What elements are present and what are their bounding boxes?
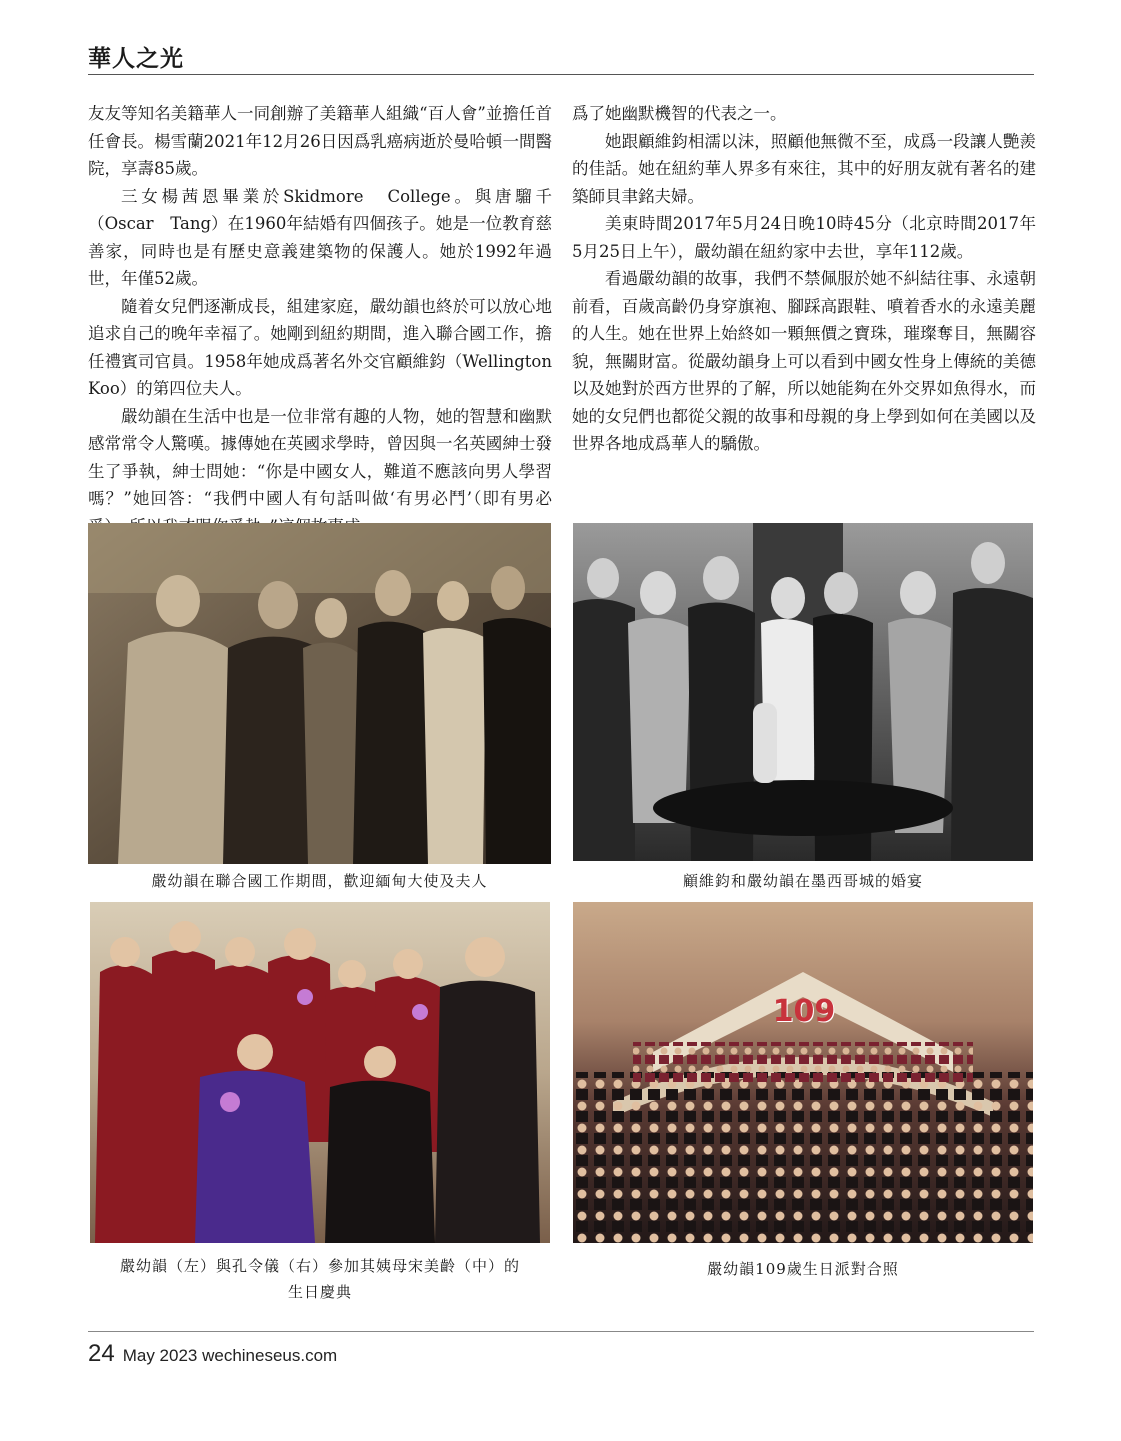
header-divider <box>88 74 1034 75</box>
photo-caption: 嚴幼韻109歲生日派對合照 <box>707 1260 899 1278</box>
page-footer <box>88 1340 337 1368</box>
article-left-column <box>88 100 552 540</box>
caption-line: 生日慶典 <box>287 1283 352 1301</box>
caption-line: 嚴幼韻（左）與孔令儀（右）參加其姨母宋美齡（中）的 <box>119 1257 520 1275</box>
photo-birthday-celebration <box>90 902 550 1243</box>
footer-divider <box>88 1331 1034 1332</box>
photo-un-reception <box>88 523 551 864</box>
section-title: 華人之光 <box>88 45 184 72</box>
paragraph: 她跟顧維鈞相濡以沫，照顧他無微不至，成爲一段讓人艷羨的佳話。她在紐約華人界多有來往，其中的好朋友就有著名的建築師貝聿銘夫婦。 <box>572 131 1036 206</box>
photo-109th-birthday-group <box>573 902 1033 1243</box>
paragraph: 看過嚴幼韻的故事，我們不禁佩服於她不糾結往事、永遠朝前看，百歲高齡仍身穿旗袍、腳踩高跟鞋、噴着香水的永遠美麗的人生。她在世界上始終如一顆無價之寶珠，璀璨奪目，無關容貌，無關財富。從嚴幼韻身上可以看到中國女性身上傳統的美德以及她對於西方世界的了解，所以她能夠在外交界如魚得水，而她的女兒們也都從父親的故事和母親的身上學到如何在美國以及世界各地成爲華人的驕傲。 <box>572 269 1036 453</box>
birthday-sign-109: 109 <box>772 994 836 1029</box>
issue-and-website: May 2023 wechineseus.com <box>122 1346 338 1365</box>
paragraph: 隨着女兒們逐漸成長，組建家庭，嚴幼韻也終於可以放心地追求自己的晚年幸福了。她剛到紐約期間，進入聯合國工作，擔任禮賓司官員。1958年她成爲著名外交官顧維鈞（Wellington Koo）的第四位夫人。 <box>88 296 552 398</box>
paragraph: 爲了她幽默機智的代表之一。 <box>572 104 787 123</box>
photo-caption: 嚴幼韻在聯合國工作期間，歡迎緬甸大使及夫人 <box>151 872 488 890</box>
photo-caption: 顧維鈞和嚴幼韻在墨西哥城的婚宴 <box>682 872 923 890</box>
paragraph: 美東時間2017年5月24日晚10時45分（北京時間2017年5月25日上午），嚴幼韻在紐約家中去世，享年112歲。 <box>572 214 1036 261</box>
paragraph: 友友等知名美籍華人一同創辦了美籍華人組織“百人會”並擔任首任會長。楊雪蘭2021年12月26日因爲乳癌病逝於曼哈頓一間醫院，享壽85歲。 <box>88 104 552 178</box>
photo-caption <box>90 1253 550 1305</box>
article-right-column <box>572 100 1036 458</box>
photo-wedding-banquet <box>573 523 1033 861</box>
paragraph: 嚴幼韻在生活中也是一位非常有趣的人物，她的智慧和幽默感常常令人驚嘆。據傳她在英國求學時，曾因與一名英國紳士發生了爭執，紳士問她：“你是中國女人，難道不應該向男人學習嗎？”她回答：“我們中國人有句話叫做‘有男必鬥’（即有男必 <box>88 406 552 508</box>
page-number: 24 <box>88 1340 115 1367</box>
paragraph: 三女楊茜恩畢業於Skidmore College。與唐騮千（Oscar Tang）在1960年結婚有四個孩子。她是一位教育慈善家，同時也是有歷史意義建築物的保護人。她於1992年過世，年僅52歲。 <box>88 186 552 288</box>
